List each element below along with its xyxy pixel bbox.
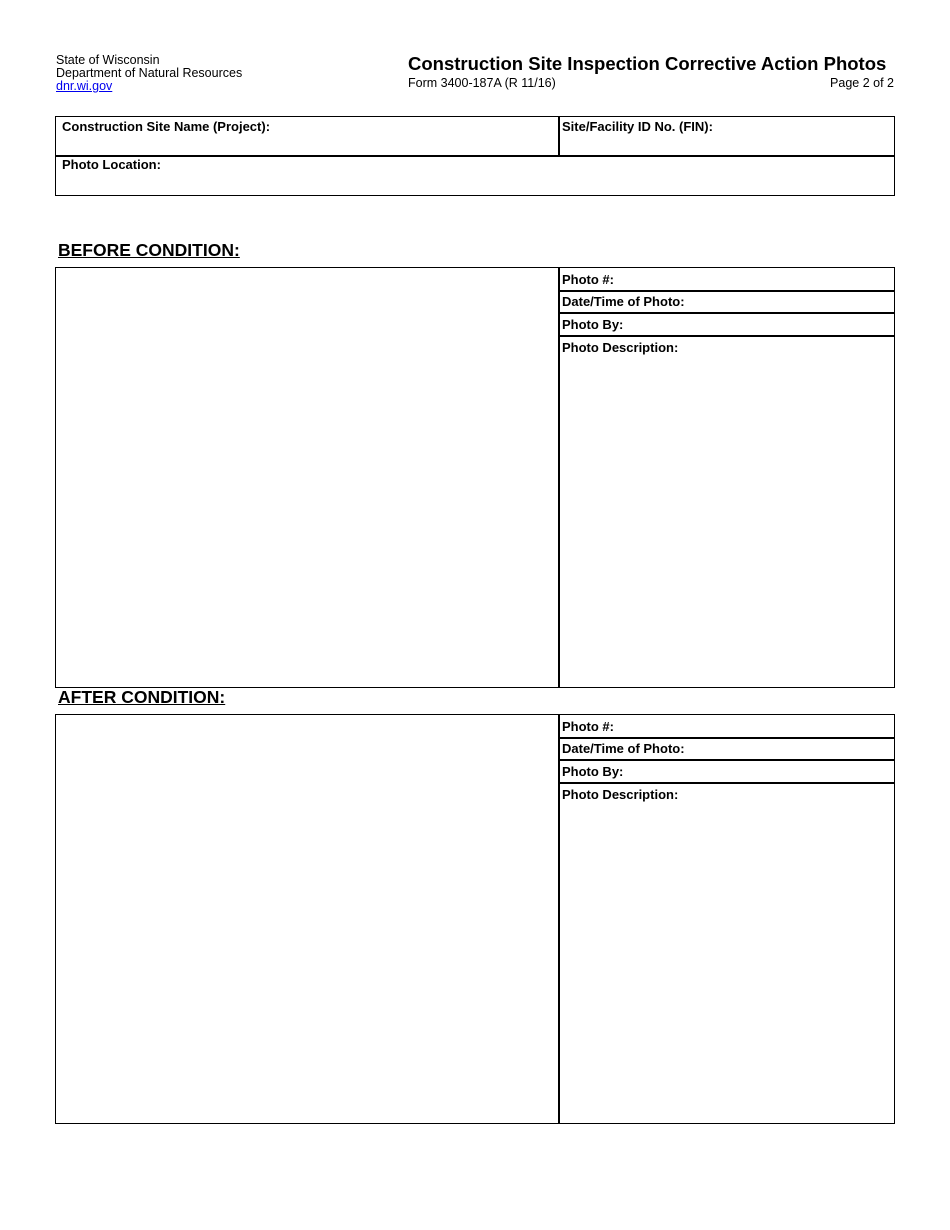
after-row-divider-2 xyxy=(558,759,895,761)
after-row-divider-3 xyxy=(558,782,895,784)
before-description-field[interactable]: Photo Description: xyxy=(562,340,679,355)
before-column-divider xyxy=(558,267,560,688)
after-description-field[interactable]: Photo Description: xyxy=(562,787,679,802)
agency-block xyxy=(56,54,242,93)
before-photo-by-field[interactable]: Photo By: xyxy=(562,317,624,332)
form-title: Construction Site Inspection Corrective Action Photos xyxy=(408,53,887,74)
site-name-field[interactable]: Construction Site Name (Project): xyxy=(62,119,271,134)
before-photo-area[interactable] xyxy=(57,269,557,686)
site-info-column-divider xyxy=(558,116,560,156)
photo-location-field[interactable]: Photo Location: xyxy=(62,157,161,172)
before-heading: BEFORE CONDITION: xyxy=(58,240,240,260)
after-photo-area[interactable] xyxy=(57,716,557,1122)
before-row-divider-3 xyxy=(558,335,895,337)
form-number: Form 3400-187A (R 11/16) xyxy=(408,76,556,90)
after-datetime-field[interactable]: Date/Time of Photo: xyxy=(562,741,685,756)
agency-link[interactable]: dnr.wi.gov xyxy=(56,79,113,93)
after-row-divider-1 xyxy=(558,737,895,739)
after-heading: AFTER CONDITION: xyxy=(58,687,226,707)
after-photo-by-field[interactable]: Photo By: xyxy=(562,764,624,779)
agency-state: State of Wisconsin xyxy=(56,53,160,67)
before-photo-number-field[interactable]: Photo #: xyxy=(562,272,614,287)
after-photo-number-field[interactable]: Photo #: xyxy=(562,719,614,734)
before-row-divider-2 xyxy=(558,312,895,314)
before-datetime-field[interactable]: Date/Time of Photo: xyxy=(562,294,685,309)
site-info-divider xyxy=(55,155,895,157)
before-row-divider-1 xyxy=(558,290,895,292)
after-column-divider xyxy=(558,714,560,1124)
agency-department: Department of Natural Resources xyxy=(56,66,243,80)
page-indicator: Page 2 of 2 xyxy=(830,76,894,90)
fin-field[interactable]: Site/Facility ID No. (FIN): xyxy=(562,119,713,134)
